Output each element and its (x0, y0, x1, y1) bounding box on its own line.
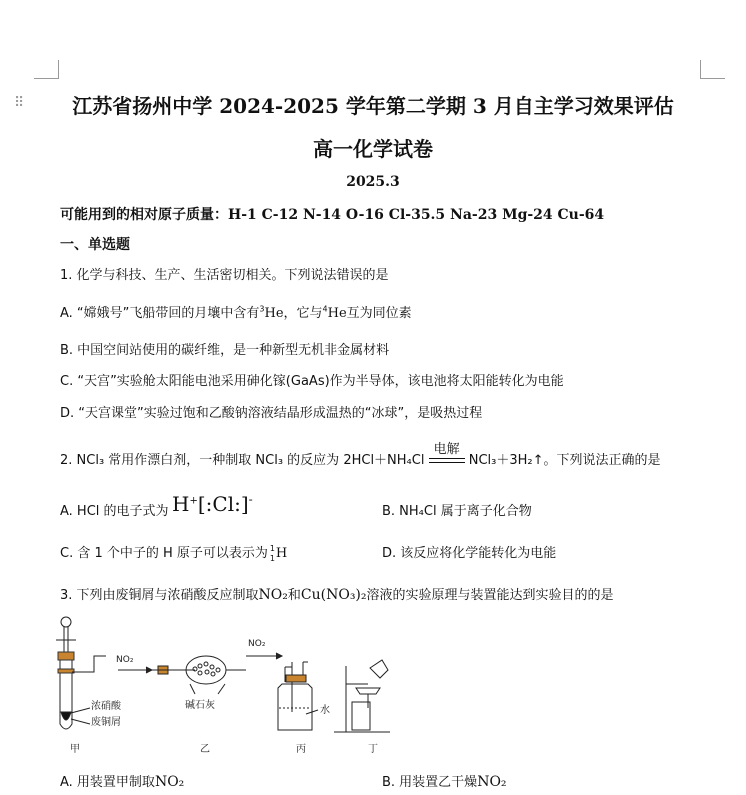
corner-mark-right (700, 60, 725, 79)
q2-option-c (60, 542, 287, 561)
tag-bing: 丙 (296, 744, 306, 755)
q2-c-element: H (275, 546, 288, 561)
doc-title: 江苏省扬州中学 2024-2025 学年第二学期 3 月自主学习效果评估 (72, 94, 674, 118)
label-acid: 浓硝酸 (91, 701, 121, 712)
formula-minus: - (248, 492, 253, 507)
q1-option-b: B. 中国空间站使用的碳纤维，是一种新型无机非金属材料 (60, 343, 390, 358)
label-lime: 碱石灰 (185, 700, 215, 711)
q3-option-a (60, 771, 184, 790)
apparatus-yi (118, 656, 246, 694)
doc-subtitle: 高一化学试卷 (313, 137, 433, 161)
tag-ding: 丁 (368, 744, 378, 755)
q2-reaction-arrow (429, 441, 465, 468)
label-copper: 废铜屑 (91, 717, 121, 728)
q1-option-d: D. “天宫课堂”实验过饱和乙酸钠溶液结晶形成温热的“冰球”，是吸热过程 (60, 406, 483, 421)
tag-yi: 乙 (200, 744, 210, 755)
q1-a-text-mid: ，它与 (283, 306, 323, 321)
label-water: 水 (320, 705, 330, 716)
atomic-masses: 可能用到的相对原子质量：H-1 C-12 N-14 O-16 Cl-35.5 Na-23 Mg-24 Cu-64 (60, 207, 605, 223)
q3-a-text: A. 用装置甲制取 (60, 775, 155, 790)
q1-a-element-2: He (327, 306, 347, 321)
formula-plus: + (189, 495, 198, 507)
q1-option-c: C. “天宫”实验舱太阳能电池采用砷化镓(GaAs)作为半导体，该电池将太阳能转化为电能 (60, 374, 564, 389)
q3-formula-cuno3: Cu(NO₃)₂ (300, 587, 367, 603)
q2-stem (60, 441, 661, 468)
apparatus-bing (246, 653, 318, 730)
corner-mark-left (34, 60, 59, 79)
formula-h: H (172, 492, 190, 516)
label-no2-2: NO₂ (248, 639, 266, 649)
tag-jia: 甲 (70, 744, 80, 755)
q2-a-text: A. HCl 的电子式为 (60, 504, 169, 519)
q1-a-mass-3: 3 (259, 304, 265, 314)
q2-condition: 电解 (433, 441, 460, 457)
q2-c-nuclide: 1 1 (269, 543, 276, 563)
q3-option-b (382, 771, 507, 790)
apparatus-ding (334, 660, 390, 732)
q2-option-a (60, 500, 169, 519)
q2-option-b: B. NH₄Cl 属于离子化合物 (382, 504, 532, 519)
q2-c-text: C. 含 1 个中子的 H 原子可以表示为 (60, 546, 268, 561)
section-heading: 一、单选题 (60, 237, 130, 253)
q3-stem-post: 溶液的实验原理与装置能达到实验目的的是 (366, 588, 614, 603)
doc-date: 2025.3 (346, 174, 400, 190)
formula-cl: [:Cl:] (197, 492, 249, 516)
apparatus-figure (50, 612, 400, 760)
label-no2-1: NO₂ (116, 655, 134, 665)
q2-stem-pre: 2. NCl₃ 常用作漂白剂，一种制取 NCl₃ 的反应为 2HCl＋NH₄Cl (60, 453, 425, 468)
q1-a-text-post: 互为同位素 (346, 306, 412, 321)
q3-b-text: B. 用装置乙干燥 (382, 775, 478, 790)
q1-option-a (60, 302, 412, 321)
drag-handle-icon[interactable]: ⠿ (14, 95, 24, 111)
q3-and: 和 (287, 588, 301, 603)
q1-stem: 1. 化学与科技、生产、生活密切相关。下列说法错误的是 (60, 268, 389, 283)
q3-a-formula: NO₂ (154, 774, 185, 790)
q3-stem (60, 584, 614, 603)
q3-b-formula: NO₂ (477, 774, 507, 790)
q1-a-text-pre: A. “嫦娥号”飞船带回的月壤中含有 (60, 306, 260, 321)
hcl-electron-formula (172, 492, 253, 516)
apparatus-jia (56, 617, 106, 729)
q2-stem-post: NCl₃＋3H₂↑。下列说法正确的是 (468, 453, 661, 468)
q3-formula-no2: NO₂ (258, 587, 288, 603)
q2-option-d: D. 该反应将化学能转化为电能 (382, 546, 557, 561)
q1-a-element-1: He (264, 306, 284, 321)
q3-stem-pre: 3. 下列由废铜屑与浓硝酸反应制取 (60, 588, 259, 603)
q1-a-mass-4: 4 (322, 304, 328, 314)
